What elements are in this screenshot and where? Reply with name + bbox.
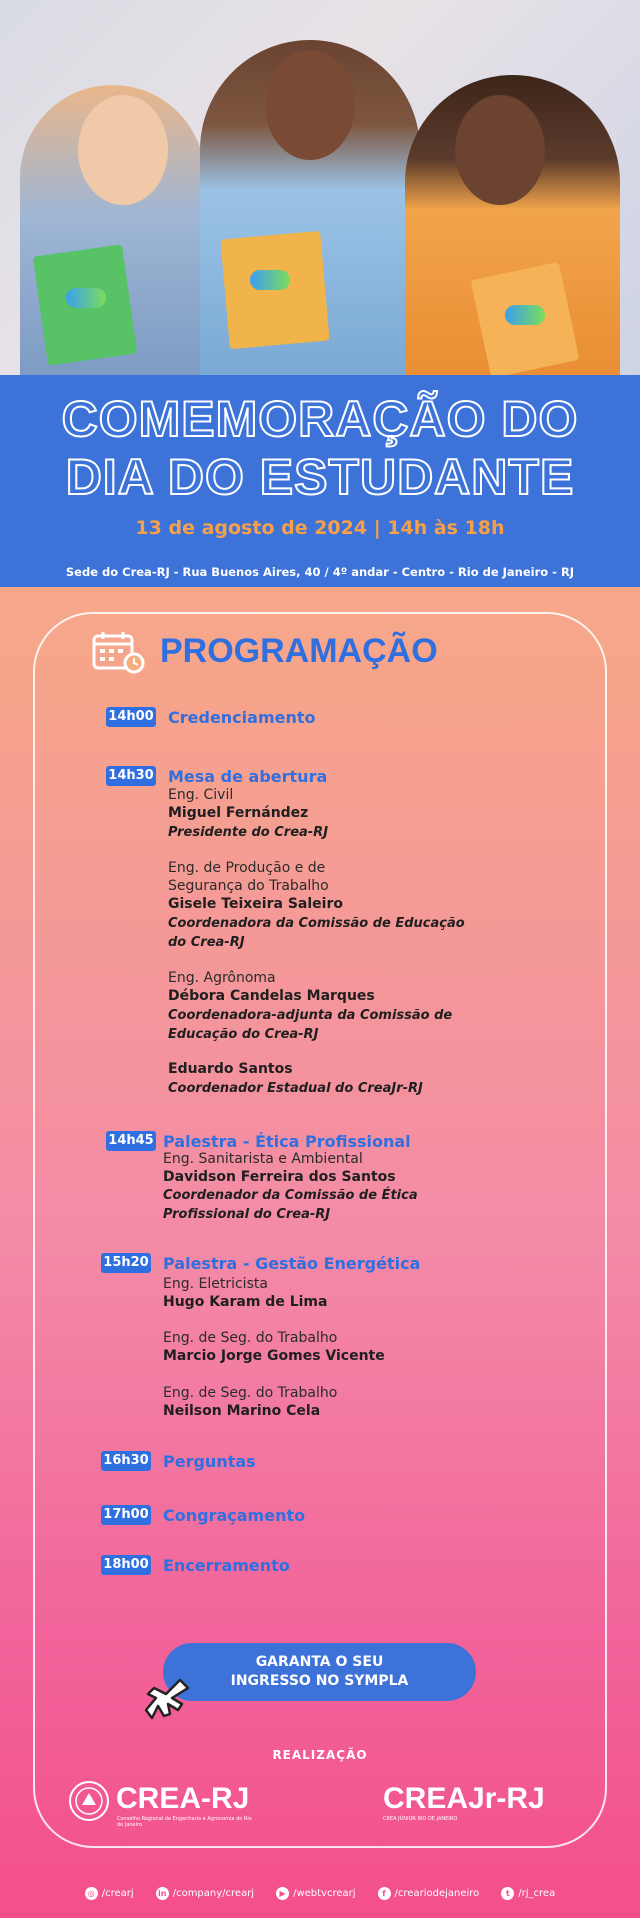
notebook-yellow — [220, 231, 329, 349]
session-label: Perguntas — [163, 1452, 256, 1471]
speaker-name: Hugo Karam de Lima — [163, 1294, 328, 1310]
crea-jr-logo-subtitle: CREA JÚNIOR RIO DE JANEIRO — [383, 1816, 458, 1822]
speaker-name: Gisele Teixeira Saleiro — [168, 896, 343, 912]
speaker-role: Eng. de Seg. do Trabalho — [163, 1330, 338, 1346]
linkedin-icon: in — [156, 1887, 169, 1900]
speaker-role: Eng. de Seg. do Trabalho — [163, 1385, 338, 1401]
speaker-position: Coordenador da Comissão de Ética — [163, 1188, 418, 1203]
social-twitter[interactable] — [501, 1887, 555, 1900]
social-links — [0, 1883, 640, 1903]
time-badge: 14h00 — [106, 707, 156, 727]
speaker-position: Coordenador Estadual do CreaJr-RJ — [168, 1081, 423, 1096]
title-banner — [0, 375, 640, 587]
crea-rj-logo: CREA-RJ — [116, 1782, 250, 1815]
event-date: 13 de agosto de 2024 | 14h às 18h — [135, 517, 505, 539]
session-label: Palestra - Gestão Energética — [163, 1254, 421, 1273]
program-title: PROGRAMAÇÃO — [160, 632, 438, 670]
facebook-icon: f — [378, 1887, 391, 1900]
speaker-position: Coordenadora-adjunta da Comissão de — [168, 1008, 453, 1023]
speaker-position: do Crea-RJ — [168, 935, 245, 950]
session-label: Encerramento — [163, 1556, 290, 1575]
social-label: /rj_crea — [518, 1887, 556, 1899]
speaker-role: Eng. Civil — [168, 787, 234, 803]
session-label: Credenciamento — [168, 708, 316, 727]
speaker-role: Eng. Sanitarista e Ambiental — [163, 1151, 363, 1167]
calendar-icon — [92, 630, 146, 674]
student-right-head — [455, 95, 545, 205]
pointer-hand-icon — [140, 1674, 196, 1730]
speaker-name: Débora Candelas Marques — [168, 988, 375, 1004]
social-label: /creariodejaneiro — [394, 1887, 480, 1899]
cta-line-2: INGRESSO NO SYMPLA — [230, 1673, 409, 1689]
crea-rj-logo-subtitle: Conselho Regional de Engenharia e Agronomia do Rio de Janeiro — [117, 1816, 252, 1828]
title-line-2: DIA DO ESTUDANTE — [65, 449, 575, 505]
speaker-role: Segurança do Trabalho — [168, 878, 329, 894]
event-venue: Sede do Crea-RJ - Rua Buenos Aires, 40 / 4º andar - Centro - Rio de Janeiro - RJ — [65, 565, 575, 579]
time-badge: 16h30 — [101, 1451, 151, 1471]
instagram-icon: ◎ — [85, 1887, 98, 1900]
student-left-head — [78, 95, 168, 205]
speaker-role: Eng. Eletricista — [163, 1276, 268, 1292]
time-badge: 17h00 — [101, 1505, 151, 1525]
social-label: /company/crearj — [172, 1887, 255, 1899]
speaker-name: Eduardo Santos — [168, 1061, 293, 1077]
cta-line-1: GARANTA O SEU — [255, 1654, 384, 1670]
speaker-position: Educação do Crea-RJ — [168, 1027, 319, 1042]
notebook-logo — [250, 270, 290, 290]
time-badge: 14h30 — [106, 766, 156, 786]
speaker-role: Eng. Agrônoma — [168, 970, 276, 986]
social-label: /crearj — [101, 1887, 134, 1899]
notebook-logo — [505, 305, 545, 325]
session-label: Congraçamento — [163, 1506, 306, 1525]
social-instagram[interactable] — [85, 1887, 134, 1900]
social-label: /webtvcrearj — [293, 1887, 356, 1899]
title-line-1: COMEMORAÇÃO DO — [61, 391, 579, 447]
crea-seal-icon — [68, 1780, 110, 1822]
sympla-ticket-button[interactable] — [163, 1643, 476, 1701]
speaker-role: Eng. de Produção e de — [168, 860, 326, 876]
realizacao-label: REALIZAÇÃO — [272, 1748, 368, 1762]
speaker-position: Coordenadora da Comissão de Educação — [168, 916, 465, 931]
session-label: Mesa de abertura — [168, 767, 328, 786]
social-linkedin[interactable] — [156, 1887, 254, 1900]
time-badge: 14h45 — [106, 1131, 156, 1151]
twitter-icon: t — [501, 1887, 514, 1900]
session-label: Palestra - Ética Profissional — [163, 1132, 411, 1151]
speaker-name: Neilson Marino Cela — [163, 1403, 321, 1419]
notebook-logo — [66, 288, 106, 308]
time-badge: 18h00 — [101, 1555, 151, 1575]
student-center-head — [265, 50, 355, 160]
speaker-position: Profissional do Crea-RJ — [163, 1207, 331, 1222]
speaker-name: Marcio Jorge Gomes Vicente — [163, 1348, 385, 1364]
speaker-name: Davidson Ferreira dos Santos — [163, 1169, 396, 1185]
speaker-name: Miguel Fernández — [168, 805, 309, 821]
hero-photo — [0, 0, 640, 375]
speaker-position: Presidente do Crea-RJ — [168, 825, 329, 840]
crea-jr-logo: CREAJr-RJ — [383, 1782, 545, 1815]
social-facebook[interactable] — [378, 1887, 480, 1900]
social-youtube[interactable] — [276, 1887, 355, 1900]
youtube-icon: ▶ — [276, 1887, 289, 1900]
time-badge: 15h20 — [101, 1253, 151, 1273]
